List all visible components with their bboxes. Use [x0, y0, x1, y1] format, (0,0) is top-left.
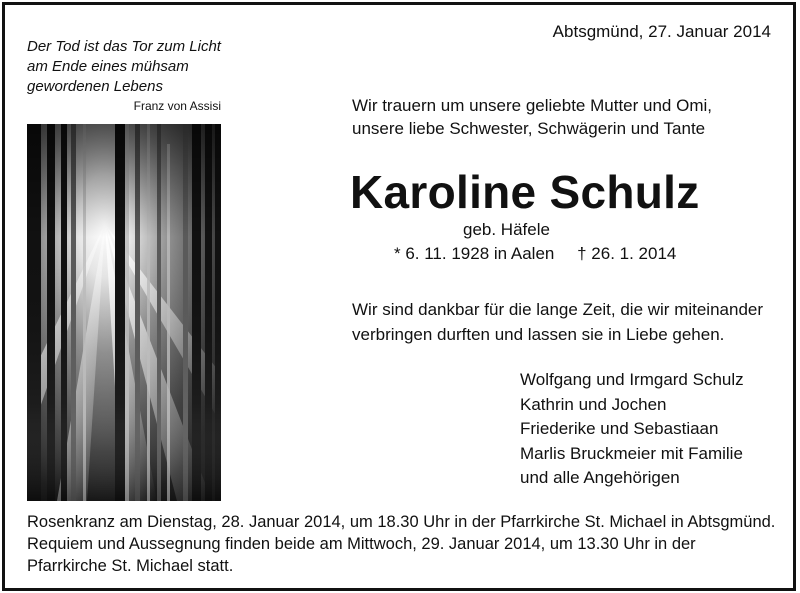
death-date: † 26. 1. 2014 — [577, 244, 677, 263]
intro-text — [352, 94, 712, 140]
place-date: Abtsgmünd, 27. Januar 2014 — [552, 22, 771, 41]
birth-date: * 6. 11. 1928 in Aalen — [394, 244, 555, 263]
thanks-line: verbringen durften und lassen sie in Liebe gehen. — [352, 325, 725, 344]
quote-line: am Ende eines mühsam — [27, 58, 189, 75]
mourner-item: und alle Angehörigen — [520, 468, 680, 487]
services-line: Pfarrkirche St. Michael statt. — [27, 557, 234, 575]
intro-line: unsere liebe Schwester, Schwägerin und Tante — [352, 119, 706, 138]
quote — [27, 37, 227, 97]
forest-sunbeam-photo — [27, 124, 221, 501]
mourner-item: Kathrin und Jochen — [520, 394, 667, 414]
services-line: Requiem und Aussegnung finden beide am Mittwoch, 29. Januar 2014, um 13.30 Uhr in der — [27, 535, 696, 553]
mourner-item: Marlis Bruckmeier mit Familie — [520, 443, 743, 463]
quote-author: Franz von Assisi — [133, 99, 221, 113]
services-line: Rosenkranz am Dienstag, 28. Januar 2014, um 18.30 Uhr in der Pfarrkirche St. Michael in Abtsgmünd. — [27, 513, 776, 531]
mourner-item: Friederike und Sebastiaan — [520, 419, 719, 438]
services-info — [27, 511, 775, 577]
mourners-list — [520, 368, 744, 491]
thanks-line: Wir sind dankbar für die lange Zeit, die wir miteinander — [352, 300, 764, 319]
mourner-item: Wolfgang und Irmgard Schulz — [520, 370, 744, 389]
deceased-name: Karoline Schulz — [350, 166, 700, 218]
thanks-text — [352, 297, 763, 347]
life-dates — [394, 244, 676, 264]
intro-line: Wir trauern um unsere geliebte Mutter und Omi, — [352, 96, 712, 115]
quote-line: Der Tod ist das Tor zum Licht — [27, 38, 221, 55]
maiden-name: geb. Häfele — [463, 220, 550, 239]
quote-line: gewordenen Lebens — [27, 78, 163, 95]
